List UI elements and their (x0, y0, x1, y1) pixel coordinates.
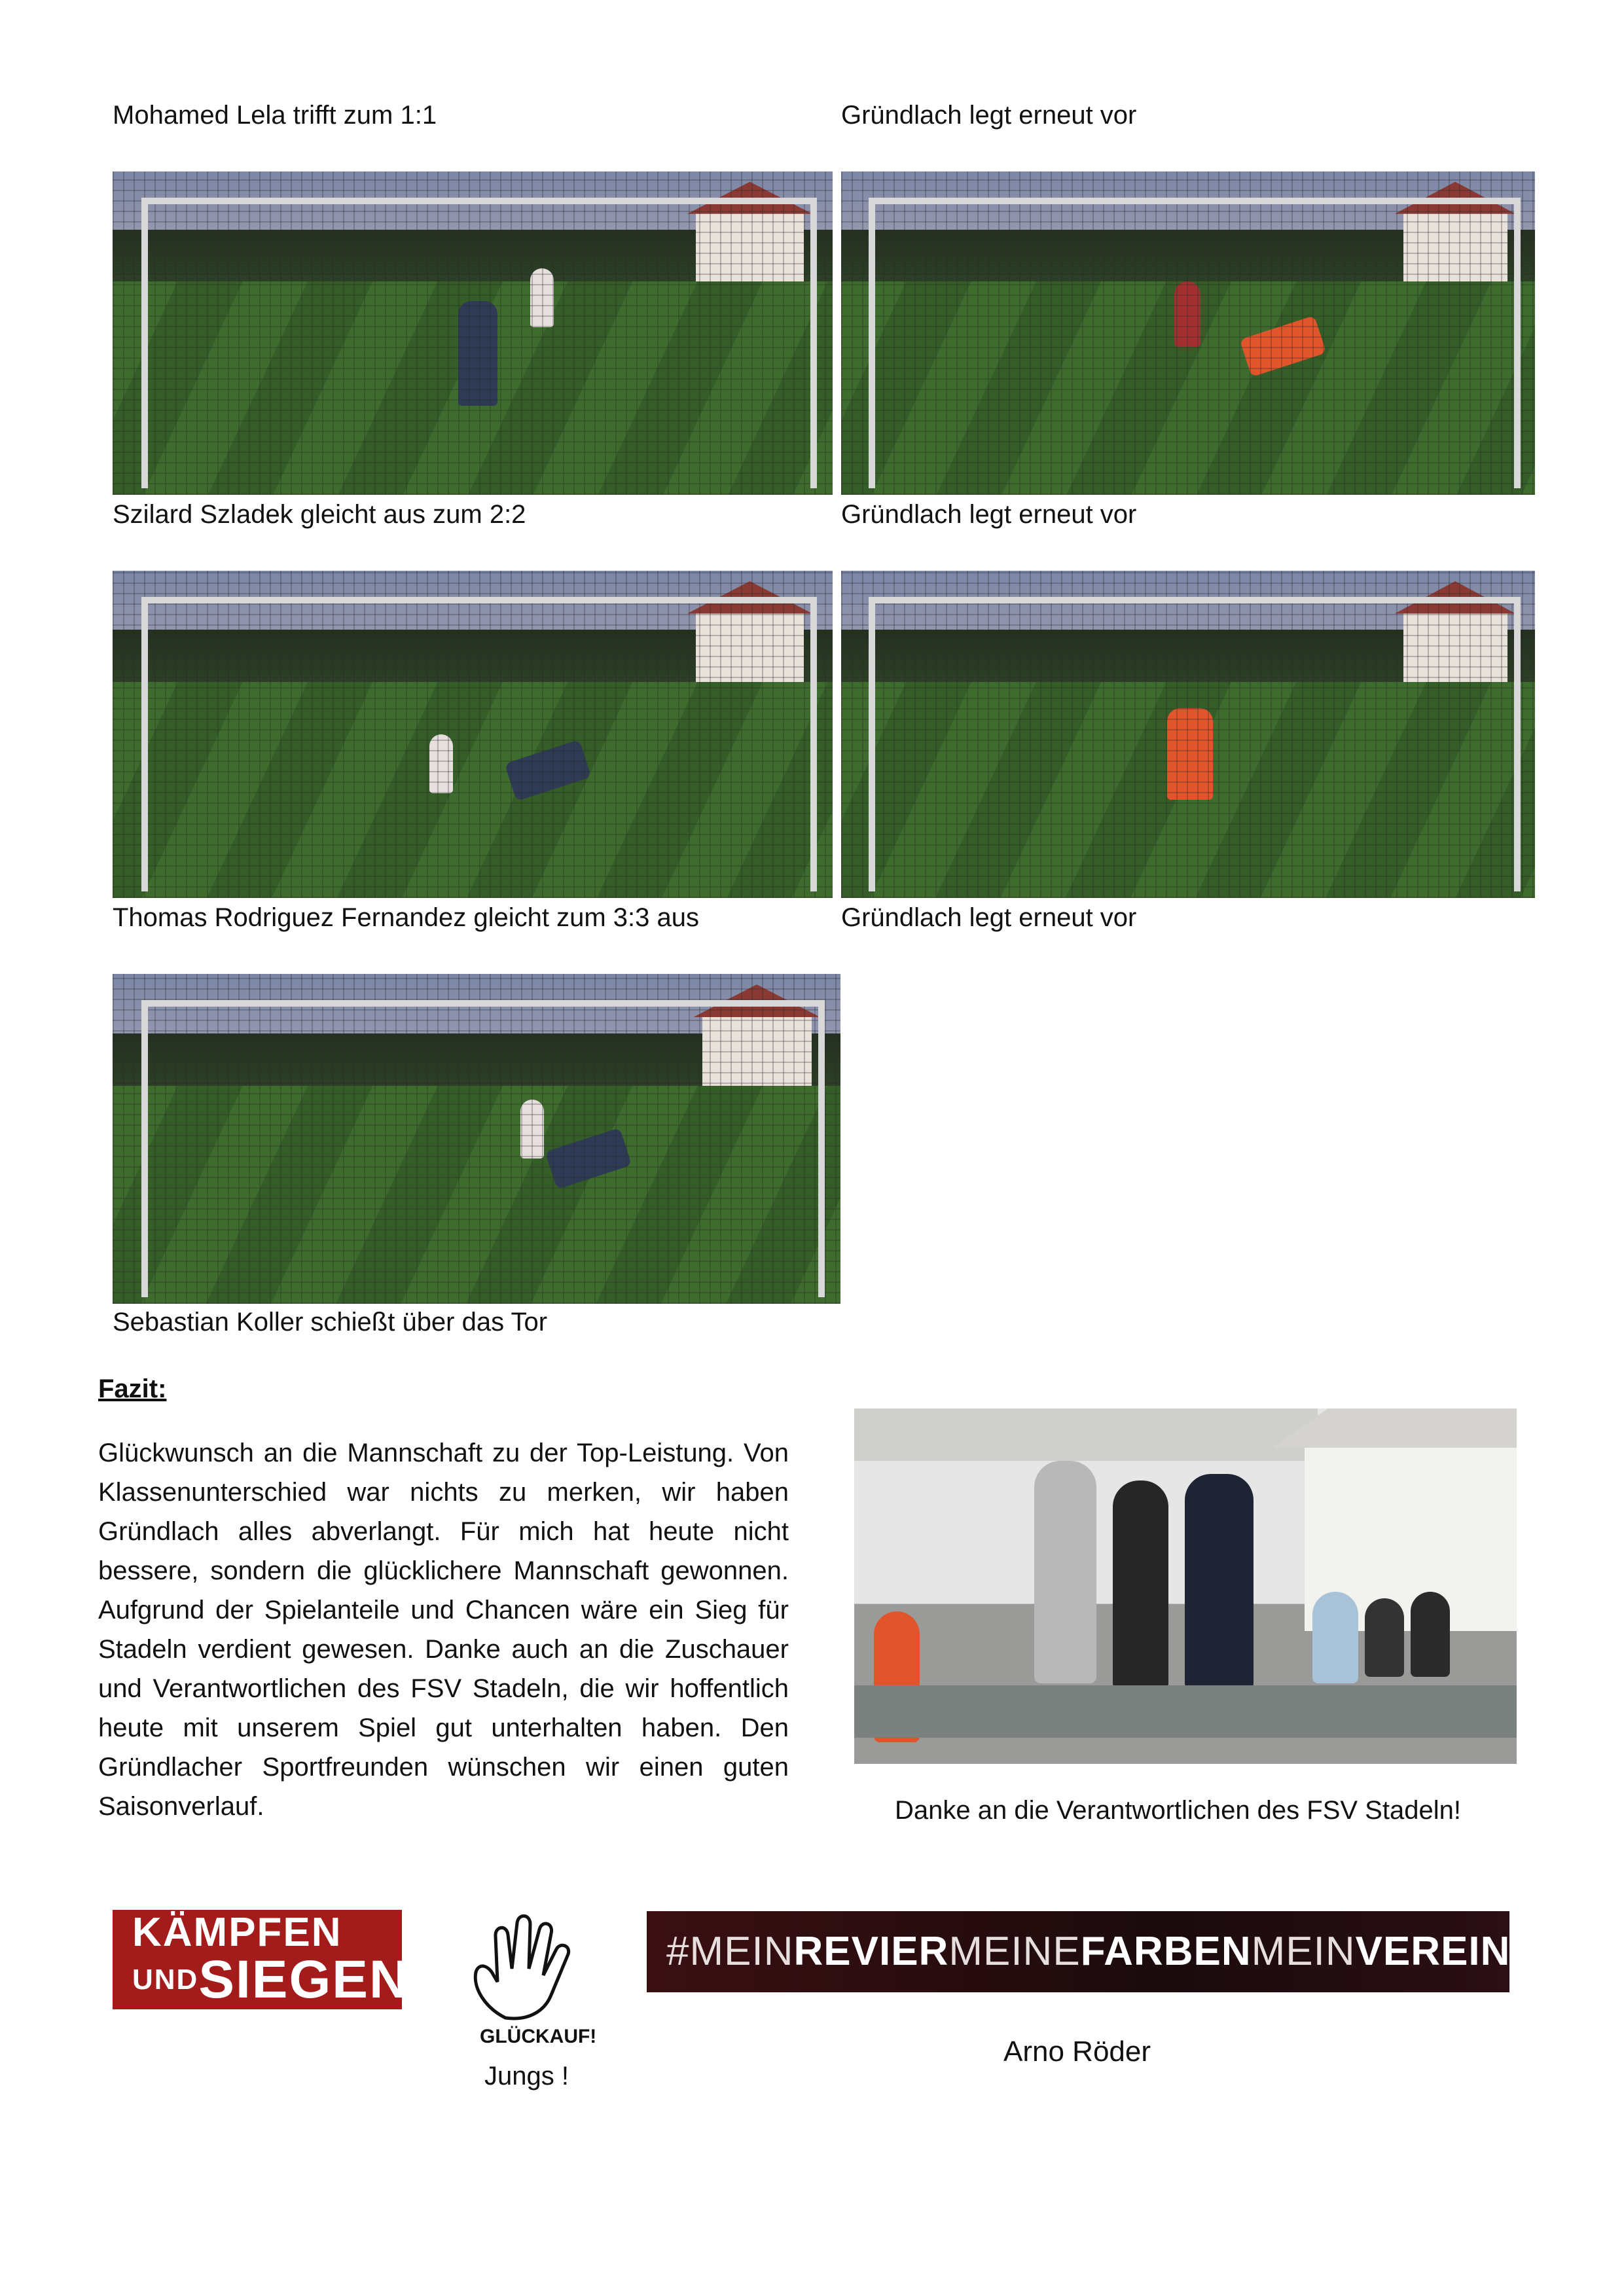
gluckauf-label: GLÜCKAUF! (480, 2026, 597, 2047)
logo-line-1: KÄMPFEN (132, 1910, 342, 1955)
logo-und: UND (132, 1964, 199, 1996)
photo-penalty-4 (841, 571, 1535, 898)
caption-penalty-6: Gründlach legt erneut vor (841, 903, 1137, 932)
banner-part-2: REVIER (793, 1929, 949, 1974)
mein-revier-banner (647, 1911, 1509, 1992)
caption-penalty-1: Mohamed Lela trifft zum 1:1 (113, 101, 437, 130)
banner-part-1: #MEIN (666, 1929, 794, 1974)
caption-penalty-5: Thomas Rodriguez Fernandez gleicht zum 3:3 aus (113, 903, 700, 932)
photo-penalty-1 (113, 171, 833, 495)
logo-siegen: SIEGEN (198, 1950, 410, 2009)
fazit-heading: Fazit: (98, 1374, 167, 1403)
kaempfen-und-siegen-logo (113, 1910, 410, 2009)
banner-part-4: FARBEN (1080, 1929, 1252, 1974)
caption-penalty-4: Gründlach legt erneut vor (841, 500, 1137, 529)
photo-penalty-3 (113, 571, 833, 898)
team-photo-caption: Danke an die Verantwortlichen des FSV Stadeln! (895, 1796, 1461, 1825)
author-name: Arno Röder (1003, 2036, 1151, 2068)
fazit-text: Glückwunsch an die Mannschaft zu der Top-Leistung. Von Klassenunterschied war nichts zu merken, wir haben Gründlach alles abverlangt. Für mich hat heute nicht bessere, sondern die glücklichere Mannschaft gewonnen. Aufgrund der Spielanteile und Chancen wäre ein Sieg für Stadeln verdient gewesen. Danke auch an die Zuschauer und Verantwortlichen des FSV Stadeln, die wir hoffentlich heute mit unserem Spiel gut unterhalten haben. Den Gründlacher Sportfreunden wünschen wir einen guten Saisonverlauf. (98, 1439, 789, 1821)
photo-penalty-2 (841, 171, 1535, 495)
caption-penalty-7: Sebastian Koller schießt über das Tor (113, 1308, 548, 1336)
jungs-label: Jungs ! (484, 2062, 569, 2090)
banner-part-3: MEINE (948, 1929, 1081, 1974)
caption-penalty-2: Gründlach legt erneut vor (841, 101, 1137, 130)
banner-part-6: VEREIN (1355, 1929, 1511, 1974)
photo-penalty-7 (113, 974, 840, 1304)
team-photo (854, 1408, 1517, 1764)
banner-part-5: MEIN (1251, 1929, 1356, 1974)
gluckauf-hand-icon (466, 1910, 588, 2021)
caption-penalty-3: Szilard Szladek gleicht aus zum 2:2 (113, 500, 526, 529)
logo-line-2 (132, 1950, 410, 2009)
